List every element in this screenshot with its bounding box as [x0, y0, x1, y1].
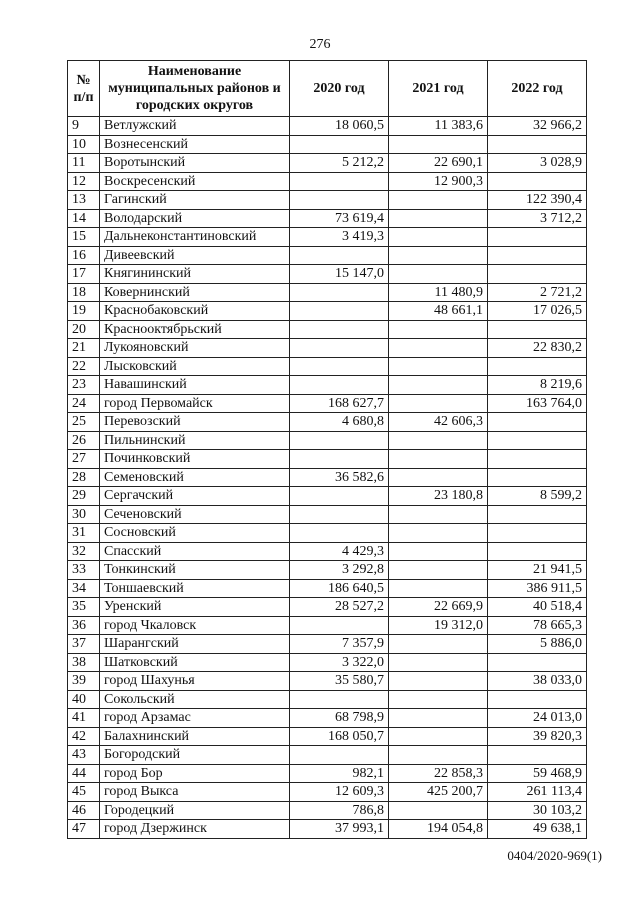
value-2022: 122 390,4 [488, 191, 587, 210]
row-number: 11 [68, 154, 100, 173]
table-row [68, 302, 587, 321]
table-row [68, 801, 587, 820]
municipality-name: Лукояновский [100, 339, 290, 358]
value-2020 [290, 487, 389, 506]
value-2021 [389, 561, 488, 580]
value-2022: 3 028,9 [488, 154, 587, 173]
value-2022 [488, 468, 587, 487]
header-2020: 2020 год [290, 61, 389, 117]
value-2021 [389, 579, 488, 598]
value-2022: 32 966,2 [488, 117, 587, 136]
value-2020: 786,8 [290, 801, 389, 820]
municipality-name: Уренский [100, 598, 290, 617]
row-number: 41 [68, 709, 100, 728]
value-2021 [389, 653, 488, 672]
value-2020: 982,1 [290, 764, 389, 783]
row-number: 12 [68, 172, 100, 191]
value-2020: 12 609,3 [290, 783, 389, 802]
municipality-name: город Дзержинск [100, 820, 290, 839]
municipality-name: Гагинский [100, 191, 290, 210]
value-2020: 35 580,7 [290, 672, 389, 691]
value-2022: 8 599,2 [488, 487, 587, 506]
row-number: 43 [68, 746, 100, 765]
value-2020 [290, 191, 389, 210]
value-2021: 48 661,1 [389, 302, 488, 321]
value-2022: 5 886,0 [488, 635, 587, 654]
value-2022: 38 033,0 [488, 672, 587, 691]
value-2020 [290, 320, 389, 339]
table-row [68, 339, 587, 358]
value-2020: 36 582,6 [290, 468, 389, 487]
table-header-row [68, 61, 587, 117]
value-2020: 37 993,1 [290, 820, 389, 839]
municipality-name: город Шахунья [100, 672, 290, 691]
municipality-name: Сергачский [100, 487, 290, 506]
value-2022: 24 013,0 [488, 709, 587, 728]
value-2021 [389, 690, 488, 709]
value-2021 [389, 524, 488, 543]
value-2021 [389, 394, 488, 413]
value-2022 [488, 228, 587, 247]
table-row [68, 376, 587, 395]
value-2022 [488, 524, 587, 543]
value-2021: 11 480,9 [389, 283, 488, 302]
header-2022: 2022 год [488, 61, 587, 117]
value-2022 [488, 746, 587, 765]
municipality-name: Ветлужский [100, 117, 290, 136]
value-2020: 7 357,9 [290, 635, 389, 654]
table-row [68, 191, 587, 210]
value-2022 [488, 542, 587, 561]
value-2021 [389, 450, 488, 469]
value-2021 [389, 191, 488, 210]
municipality-name: Перевозский [100, 413, 290, 432]
value-2020 [290, 376, 389, 395]
value-2020: 68 798,9 [290, 709, 389, 728]
value-2022 [488, 450, 587, 469]
value-2021 [389, 801, 488, 820]
table-row [68, 579, 587, 598]
row-number: 42 [68, 727, 100, 746]
row-number: 22 [68, 357, 100, 376]
municipality-name: Володарский [100, 209, 290, 228]
value-2022: 21 941,5 [488, 561, 587, 580]
municipality-name: город Бор [100, 764, 290, 783]
row-number: 44 [68, 764, 100, 783]
municipality-name: Воротынский [100, 154, 290, 173]
row-number: 29 [68, 487, 100, 506]
row-number: 18 [68, 283, 100, 302]
row-number: 30 [68, 505, 100, 524]
value-2022: 163 764,0 [488, 394, 587, 413]
table-row [68, 431, 587, 450]
value-2022 [488, 653, 587, 672]
value-2020 [290, 524, 389, 543]
row-number: 21 [68, 339, 100, 358]
header-number: № п/п [68, 61, 100, 117]
table-row [68, 561, 587, 580]
value-2021 [389, 709, 488, 728]
value-2021 [389, 727, 488, 746]
value-2021: 11 383,6 [389, 117, 488, 136]
value-2022: 59 468,9 [488, 764, 587, 783]
table-row [68, 450, 587, 469]
table-row [68, 394, 587, 413]
table-row [68, 117, 587, 136]
municipality-name: Ковернинский [100, 283, 290, 302]
value-2022: 30 103,2 [488, 801, 587, 820]
row-number: 31 [68, 524, 100, 543]
page-number: 276 [309, 37, 331, 52]
value-2021 [389, 357, 488, 376]
row-number: 46 [68, 801, 100, 820]
table-row [68, 746, 587, 765]
value-2021 [389, 246, 488, 265]
value-2021 [389, 228, 488, 247]
table-row [68, 764, 587, 783]
table-row [68, 135, 587, 154]
municipality-name: Шарангский [100, 635, 290, 654]
municipality-name: Шатковский [100, 653, 290, 672]
table-body [68, 117, 587, 839]
value-2020 [290, 283, 389, 302]
value-2022 [488, 320, 587, 339]
municipality-name: Богородский [100, 746, 290, 765]
row-number: 45 [68, 783, 100, 802]
value-2021 [389, 339, 488, 358]
value-2022 [488, 135, 587, 154]
value-2021: 22 858,3 [389, 764, 488, 783]
value-2020: 15 147,0 [290, 265, 389, 284]
row-number: 39 [68, 672, 100, 691]
row-number: 47 [68, 820, 100, 839]
value-2020 [290, 505, 389, 524]
value-2021: 42 606,3 [389, 413, 488, 432]
row-number: 34 [68, 579, 100, 598]
value-2020: 168 050,7 [290, 727, 389, 746]
municipality-name: Вознесенский [100, 135, 290, 154]
municipality-name: город Арзамас [100, 709, 290, 728]
table-row [68, 505, 587, 524]
table-row [68, 357, 587, 376]
row-number: 23 [68, 376, 100, 395]
municipality-name: Городецкий [100, 801, 290, 820]
value-2022: 40 518,4 [488, 598, 587, 617]
row-number: 37 [68, 635, 100, 654]
municipality-name: Дивеевский [100, 246, 290, 265]
value-2021: 22 690,1 [389, 154, 488, 173]
municipality-name: Тоншаевский [100, 579, 290, 598]
value-2022: 39 820,3 [488, 727, 587, 746]
table-row [68, 209, 587, 228]
municipality-name: Дальнеконстантиновский [100, 228, 290, 247]
table-row [68, 783, 587, 802]
table-row [68, 820, 587, 839]
value-2020 [290, 616, 389, 635]
municipality-name: Сосновский [100, 524, 290, 543]
row-number: 20 [68, 320, 100, 339]
value-2022: 78 665,3 [488, 616, 587, 635]
row-number: 10 [68, 135, 100, 154]
table-row [68, 672, 587, 691]
municipality-name: город Первомайск [100, 394, 290, 413]
row-number: 26 [68, 431, 100, 450]
value-2020 [290, 302, 389, 321]
value-2022: 3 712,2 [488, 209, 587, 228]
municipality-name: Лысковский [100, 357, 290, 376]
municipality-name: Сокольский [100, 690, 290, 709]
row-number: 28 [68, 468, 100, 487]
row-number: 17 [68, 265, 100, 284]
value-2022 [488, 431, 587, 450]
value-2020: 73 619,4 [290, 209, 389, 228]
table-row [68, 172, 587, 191]
value-2021 [389, 468, 488, 487]
table-row [68, 468, 587, 487]
value-2022 [488, 357, 587, 376]
value-2020 [290, 431, 389, 450]
value-2020 [290, 246, 389, 265]
value-2020 [290, 690, 389, 709]
municipality-name: Краснобаковский [100, 302, 290, 321]
value-2022: 49 638,1 [488, 820, 587, 839]
value-2021: 22 669,9 [389, 598, 488, 617]
municipality-name: Воскресенский [100, 172, 290, 191]
value-2020 [290, 339, 389, 358]
value-2021: 194 054,8 [389, 820, 488, 839]
value-2022 [488, 172, 587, 191]
value-2021: 12 900,3 [389, 172, 488, 191]
row-number: 32 [68, 542, 100, 561]
value-2020: 186 640,5 [290, 579, 389, 598]
value-2021 [389, 505, 488, 524]
municipality-name: Пильнинский [100, 431, 290, 450]
row-number: 25 [68, 413, 100, 432]
value-2020: 18 060,5 [290, 117, 389, 136]
value-2020 [290, 172, 389, 191]
municipality-name: Починковский [100, 450, 290, 469]
value-2022 [488, 413, 587, 432]
table-row [68, 265, 587, 284]
table-row [68, 524, 587, 543]
table-row [68, 542, 587, 561]
value-2020: 4 429,3 [290, 542, 389, 561]
value-2020: 3 322,0 [290, 653, 389, 672]
value-2020: 28 527,2 [290, 598, 389, 617]
value-2022 [488, 690, 587, 709]
row-number: 13 [68, 191, 100, 210]
value-2020: 168 627,7 [290, 394, 389, 413]
row-number: 16 [68, 246, 100, 265]
table-row [68, 320, 587, 339]
value-2022: 386 911,5 [488, 579, 587, 598]
value-2020: 4 680,8 [290, 413, 389, 432]
municipality-name: Сеченовский [100, 505, 290, 524]
municipality-name: Спасский [100, 542, 290, 561]
value-2021: 19 312,0 [389, 616, 488, 635]
value-2022: 8 219,6 [488, 376, 587, 395]
value-2022: 17 026,5 [488, 302, 587, 321]
value-2020 [290, 746, 389, 765]
value-2021 [389, 672, 488, 691]
municipality-name: город Чкаловск [100, 616, 290, 635]
value-2021 [389, 431, 488, 450]
document-code: 0404/2020-969(1) [507, 848, 602, 863]
value-2022 [488, 246, 587, 265]
header-name: Наименование муниципальных районов и городских округов [100, 61, 290, 117]
municipality-name: Княгининский [100, 265, 290, 284]
row-number: 35 [68, 598, 100, 617]
table-row [68, 690, 587, 709]
value-2021 [389, 746, 488, 765]
table-row [68, 246, 587, 265]
value-2020 [290, 357, 389, 376]
value-2021 [389, 320, 488, 339]
value-2021: 425 200,7 [389, 783, 488, 802]
municipality-name: Балахнинский [100, 727, 290, 746]
value-2021: 23 180,8 [389, 487, 488, 506]
row-number: 14 [68, 209, 100, 228]
value-2022 [488, 505, 587, 524]
table-row [68, 228, 587, 247]
row-number: 24 [68, 394, 100, 413]
value-2020: 3 292,8 [290, 561, 389, 580]
municipality-name: Навашинский [100, 376, 290, 395]
table-row [68, 635, 587, 654]
row-number: 19 [68, 302, 100, 321]
municipality-name: Краснооктябрьский [100, 320, 290, 339]
table-row [68, 727, 587, 746]
value-2022 [488, 265, 587, 284]
value-2021 [389, 376, 488, 395]
value-2021 [389, 265, 488, 284]
value-2020 [290, 135, 389, 154]
value-2021 [389, 635, 488, 654]
value-2022: 22 830,2 [488, 339, 587, 358]
value-2022: 2 721,2 [488, 283, 587, 302]
row-number: 38 [68, 653, 100, 672]
table-row [68, 653, 587, 672]
municipality-name: Семеновский [100, 468, 290, 487]
table-row [68, 154, 587, 173]
row-number: 36 [68, 616, 100, 635]
value-2022: 261 113,4 [488, 783, 587, 802]
header-2021: 2021 год [389, 61, 488, 117]
table-row [68, 616, 587, 635]
value-2021 [389, 135, 488, 154]
row-number: 40 [68, 690, 100, 709]
row-number: 15 [68, 228, 100, 247]
table-row [68, 598, 587, 617]
value-2020: 3 419,3 [290, 228, 389, 247]
value-2021 [389, 209, 488, 228]
table-row [68, 413, 587, 432]
municipality-name: Тонкинский [100, 561, 290, 580]
budget-table [67, 60, 587, 839]
row-number: 9 [68, 117, 100, 136]
municipality-name: город Выкса [100, 783, 290, 802]
table-row [68, 283, 587, 302]
value-2020: 5 212,2 [290, 154, 389, 173]
table-row [68, 709, 587, 728]
value-2020 [290, 450, 389, 469]
value-2021 [389, 542, 488, 561]
row-number: 27 [68, 450, 100, 469]
row-number: 33 [68, 561, 100, 580]
table-row [68, 487, 587, 506]
